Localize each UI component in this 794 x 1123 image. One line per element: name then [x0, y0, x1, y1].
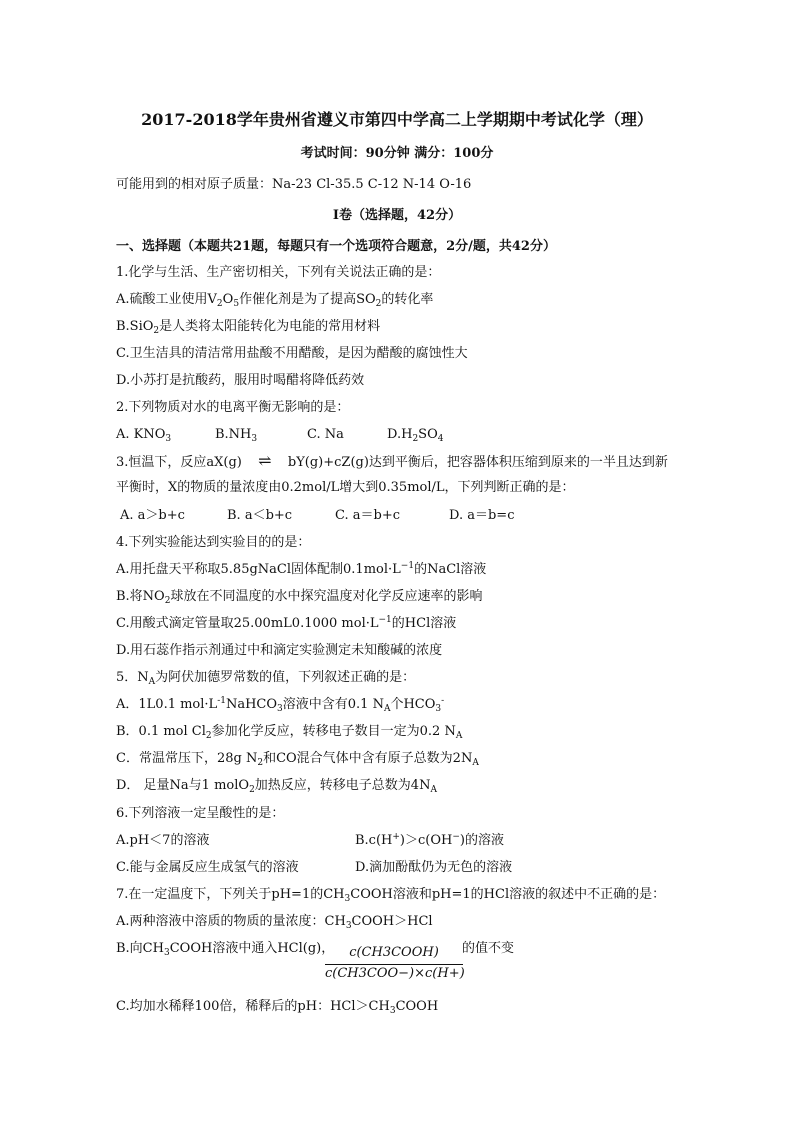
q6-option-a: A.pH＜7的溶液 [116, 833, 210, 848]
part-title: I卷（选择题，42分） [332, 208, 462, 223]
q4-option-a: A.用托盘天平称取5.85gNaCl固体配制$0.1mol\cdot L^{-1}$的NaCl溶液 [116, 561, 487, 577]
page-title: 2017-2018学年贵州省遵义市第四中学高二上学期期中考试化学（理） [141, 110, 653, 129]
q3-option-a: A. a＞b+c [120, 508, 185, 523]
q6-option-d: D.滴加酚酞仍为无色的溶液 [355, 860, 513, 875]
q3-stem-line1: 3.恒温下，反应aX(g) ⇌ bY(g)+cZ(g)达到平衡后，把容器体积压缩到原来的一半且达到新 [116, 451, 668, 470]
q4-stem: 4.下列实验能达到实验目的的是： [116, 535, 311, 550]
q1-option-a: A.硫酸工业使用$V_2O_5$作催化剂是为了提高$SO_2$的转化率 [116, 292, 434, 309]
q3-option-c: C. a＝b+c [335, 508, 400, 523]
q2-option-c: C. Na [307, 427, 344, 442]
q1-stem: 1.化学与生活、生产密切相关，下列有关说法正确的是： [116, 265, 441, 280]
q1-option-c: C.卫生洁具的清洁常用盐酸不用醋酸，是因为醋酸的腐蚀性大 [116, 346, 468, 361]
q3-option-d: D. a＝b=c [449, 508, 515, 523]
q6-stem: 6.下列溶液一定呈酸性的是： [116, 806, 285, 821]
section-title: 一、选择题（本题共21题，每题只有一个选项符合题意，2分/题，共42分） [116, 239, 556, 254]
q6-option-b: B.c(H+)＞c(OH−)的溶液 [355, 832, 504, 848]
q4-option-b: B.将$NO_2$球放在不同温度的水中探究温度对化学反应速率的影响 [116, 589, 483, 606]
q3-stem-line2: 平衡时，X的物质的量浓度由0.2mol/L增大到0.35mol/L，下列判断正确的是： [116, 480, 575, 495]
q7-option-c: C.均加水稀释100倍，稀释后的pH：$HCl>CH_3COOH$ [116, 999, 439, 1016]
q7-option-b-suffix: 的值不变 [462, 941, 515, 956]
exam-info: 考试时间：90分钟 满分：100分 [300, 146, 494, 161]
equilibrium-arrow-icon: ⇌ [258, 451, 272, 470]
q2-option-d: $D.H_2SO_4$ [387, 427, 444, 444]
q7-option-b-fraction [325, 945, 463, 984]
q2-option-a: A. $KNO_3$ [116, 427, 172, 444]
atomic-masses: 可能用到的相对原子质量：Na-23 Cl-35.5 C-12 N-14 O-16 [116, 177, 472, 192]
q4-option-c: C.用酸式滴定管量取25.00mL0.1000 $mol\cdot L^{-1}$的HCl溶液 [116, 615, 457, 631]
q3-option-b: B. a＜b+c [227, 508, 293, 523]
q7-option-b-prefix: B.向$CH_3COOH$溶液中通入HCl(g)， [116, 941, 335, 958]
q6-option-c: C.能与金属反应生成氢气的溶液 [116, 860, 299, 875]
fraction-numerator: c(CH3COOH) [349, 945, 439, 960]
q1-option-d: D.小苏打是抗酸药，服用时喝醋将降低药效 [116, 373, 365, 388]
q2-stem: 2.下列物质对水的电离平衡无影响的是： [116, 400, 350, 415]
q7-stem: 7.在一定温度下，下列关于pH=1的$CH_3COOH$溶液和pH=1的HCl溶液的叙述中不正确的是： [116, 887, 666, 904]
q4-option-d: D.用石蕊作指示剂通过中和滴定实验测定未知酸碱的浓度 [116, 643, 443, 658]
q7-option-a: A.两种溶液中溶质的物质的量浓度：$CH_3COOH>HCl$ [116, 914, 433, 931]
q5-option-d: D． 足量Na与1 molO$_2$加热反应，转移电子总数为$4N_A$ [116, 778, 437, 795]
q1-option-b: B.SiO$_2$是人类将太阳能转化为电能的常用材料 [116, 319, 381, 336]
q2-option-b: $B.NH_3$ [215, 427, 258, 444]
q5-option-b: B．0.1 mol $Cl_2$参加化学反应，转移电子数目一定为0.2 $N_A$ [116, 724, 463, 741]
q5-stem: 5．$N_A$为阿伏加德罗常数的值，下列叙述正确的是： [116, 670, 416, 687]
fraction-denominator: c(CH3COO−)×c(H+) [325, 966, 465, 981]
fraction-bar [325, 964, 463, 965]
q5-option-c: C．常温常压下，28g $N_2$和CO混合气体中含有原子总数为$2N_A$ [116, 751, 479, 768]
q5-option-a: A．1L0.1 $mol\cdot L^{-1}NaHCO_3$溶液中含有0.1 $N_A$个$HCO_3^-$ [116, 696, 445, 714]
